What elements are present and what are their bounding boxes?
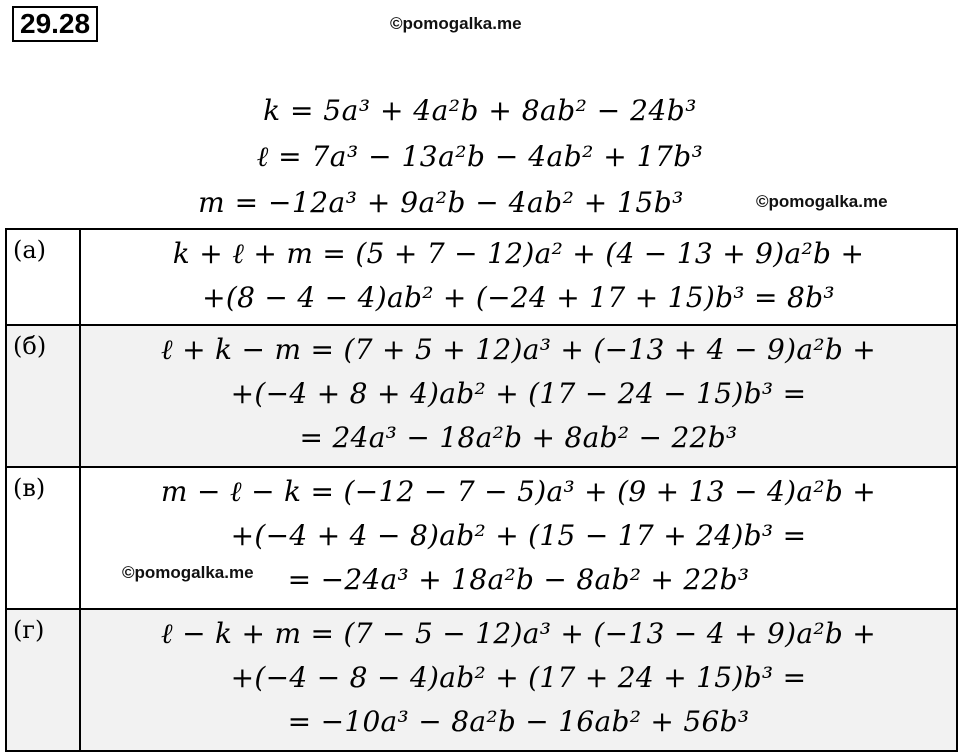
row-expression: [80, 229, 957, 325]
problem-number: 29.28: [12, 6, 98, 42]
definitions-block: [0, 88, 960, 226]
expression-line: = −10a³ − 8a²b − 16ab² + 56b³: [287, 705, 750, 738]
watermark-row-c: ©pomogalka.me: [122, 563, 254, 582]
watermark-top: ©pomogalka.me: [390, 14, 522, 33]
row-expression: [80, 609, 957, 751]
row-label: (а): [6, 229, 80, 325]
row-expression: [80, 325, 957, 467]
row-label: (в): [6, 467, 80, 609]
table-row: [6, 229, 957, 325]
row-label: (г): [6, 609, 80, 751]
definition-k: k = 5a³ + 4a²b + 8ab² − 24b³: [263, 94, 697, 127]
table-row: [6, 467, 957, 609]
table-row: [6, 609, 957, 751]
solution-table: [5, 228, 958, 752]
table-row: [6, 325, 957, 467]
expression-line: +(−4 + 4 − 8)ab² + (15 − 17 + 24)b³ =: [230, 519, 807, 552]
row-label: (б): [6, 325, 80, 467]
expression-line: ℓ + k − m = (7 + 5 + 12)a³ + (−13 + 4 − 9)a²b +: [160, 333, 877, 366]
definition-m: m = −12a³ + 9a²b − 4ab² + 15b³: [198, 186, 684, 219]
expression-line: +(8 − 4 − 4)ab² + (−24 + 17 + 15)b³ = 8b³: [202, 281, 835, 314]
watermark-right: ©pomogalka.me: [756, 192, 888, 211]
expression-line: k + ℓ + m = (5 + 7 − 12)a² + (4 − 13 + 9)a²b +: [172, 237, 865, 270]
expression-line: = −24a³ + 18a²b − 8ab² + 22b³: [287, 563, 750, 596]
definition-l: ℓ = 7a³ − 13a²b − 4ab² + 17b³: [256, 140, 704, 173]
expression-line: +(−4 − 8 − 4)ab² + (17 + 24 + 15)b³ =: [230, 661, 807, 694]
expression-line: m − ℓ − k = (−12 − 7 − 5)a³ + (9 + 13 − 4)a²b +: [160, 475, 877, 508]
row-expression: [80, 467, 957, 609]
expression-line: ℓ − k + m = (7 − 5 − 12)a³ + (−13 − 4 + 9)a²b +: [160, 617, 877, 650]
expression-line: +(−4 + 8 + 4)ab² + (17 − 24 − 15)b³ =: [230, 377, 807, 410]
expression-line: = 24a³ − 18a²b + 8ab² − 22b³: [299, 421, 738, 454]
